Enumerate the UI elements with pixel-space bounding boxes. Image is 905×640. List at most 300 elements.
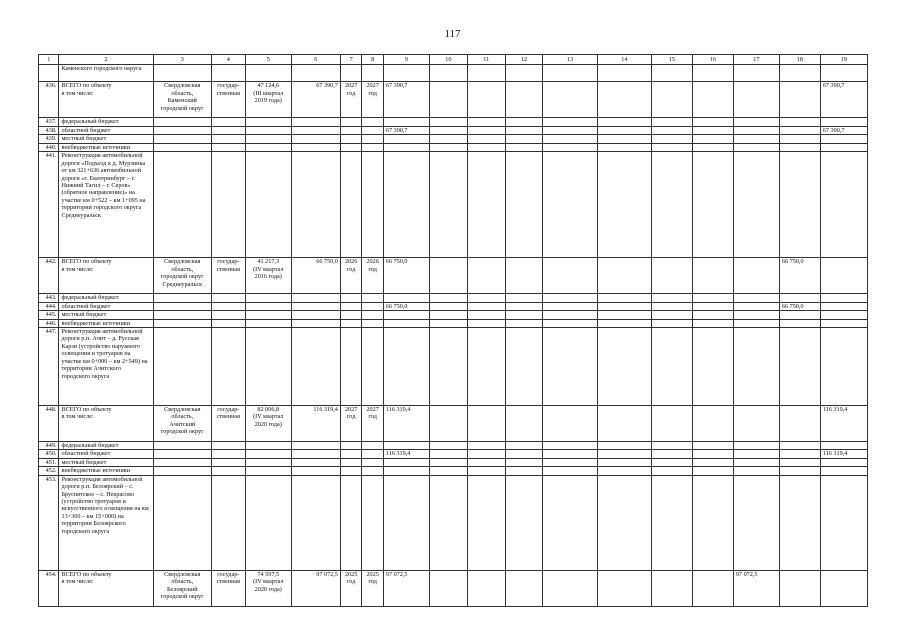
table-cell-col-5 [245,294,291,302]
column-header-16: 16 [692,55,733,65]
table-cell-col-19: 116 319,4 [820,450,867,458]
table-cell-col-5: 74 597,5 (IV квартал 2020 года) [245,570,291,606]
table-cell-col-18 [779,152,820,258]
table-cell-col-2: областной бюджет [59,302,153,310]
table-cell-col-5 [245,319,291,327]
table-row [39,65,868,82]
table-cell-col-12 [505,152,543,258]
table-cell-col-18 [779,327,820,405]
table-row [39,570,868,606]
table-cell-col-13 [543,327,597,405]
table-cell-col-9: 67 390,7 [383,82,429,118]
column-header-14: 14 [597,55,651,65]
table-cell-col-11 [467,118,505,126]
table-cell-col-9 [383,65,429,82]
table-cell-col-18 [779,311,820,319]
table-cell-col-13 [543,294,597,302]
table-cell-col-9: 97 072,5 [383,570,429,606]
table-cell-col-6 [291,143,340,151]
table-cell-col-16 [692,450,733,458]
table-cell-col-9 [383,319,429,327]
table-cell-col-2: Каменского городского округа [59,65,153,82]
table-row [39,302,868,310]
table-cell-col-10 [429,327,467,405]
table-cell-col-14 [597,450,651,458]
table-cell-col-18 [779,441,820,449]
table-cell-col-4: государ- ственная [211,405,245,441]
table-cell-col-11 [467,311,505,319]
table-cell-col-9: 116 319,4 [383,405,429,441]
table-cell-col-4 [211,65,245,82]
table-cell-col-14 [597,319,651,327]
table-cell-col-3 [153,327,211,405]
table-cell-col-19 [820,258,867,294]
table-cell-col-3 [153,319,211,327]
table-cell-col-2: федеральный бюджет [59,294,153,302]
table-cell-col-9 [383,294,429,302]
table-cell-col-8 [362,450,383,458]
table-cell-col-5: 47 124,6 (III квартал 2019 года) [245,82,291,118]
table-cell-col-9: 66 750,0 [383,258,429,294]
table-cell-col-4 [211,441,245,449]
table-cell-col-14 [597,458,651,466]
table-cell-col-14 [597,126,651,134]
table-cell-col-11 [467,65,505,82]
table-cell-col-10 [429,405,467,441]
table-cell-col-18 [779,65,820,82]
table-cell-col-4 [211,450,245,458]
table-cell-col-4: государ- ственная [211,82,245,118]
table-cell-col-19 [820,135,867,143]
table-cell-col-18 [779,570,820,606]
table-cell-col-13 [543,152,597,258]
column-header-17: 17 [733,55,779,65]
table-cell-col-5 [245,475,291,570]
table-cell-col-8 [362,294,383,302]
table-cell-col-15 [651,152,692,258]
table-cell-col-16 [692,570,733,606]
table-body [39,55,868,607]
table-cell-col-18 [779,405,820,441]
table-cell-col-7 [340,441,361,449]
table-cell-col-14 [597,143,651,151]
column-header-row [39,55,868,65]
table-row [39,118,868,126]
column-header-4: 4 [211,55,245,65]
table-cell-col-13 [543,118,597,126]
table-cell-col-17 [733,319,779,327]
table-cell-col-10 [429,302,467,310]
table-cell-col-19 [820,458,867,466]
table-cell-col-18: 66 750,0 [779,302,820,310]
table-cell-col-14 [597,118,651,126]
table-cell-col-9 [383,327,429,405]
table-cell-col-16 [692,319,733,327]
table-cell-col-15 [651,143,692,151]
table-cell-col-2: внебюджетные источники [59,467,153,475]
table-cell-col-8 [362,143,383,151]
table-cell-col-12 [505,294,543,302]
table-cell-col-16 [692,135,733,143]
table-cell-col-10 [429,467,467,475]
table-cell-col-6: 66 750,0 [291,258,340,294]
table-cell-col-4 [211,135,245,143]
table-cell-col-11 [467,135,505,143]
table-cell-col-1: 452. [39,467,59,475]
table-cell-col-11 [467,475,505,570]
table-cell-col-14 [597,82,651,118]
table-cell-col-9 [383,135,429,143]
table-cell-col-11 [467,405,505,441]
table-cell-col-14 [597,441,651,449]
table-cell-col-12 [505,65,543,82]
table-cell-col-10 [429,475,467,570]
table-cell-col-2: внебюджетные источники [59,143,153,151]
table-cell-col-4 [211,475,245,570]
table-cell-col-1 [39,65,59,82]
table-cell-col-16 [692,82,733,118]
table-cell-col-3 [153,294,211,302]
table-cell-col-19 [820,143,867,151]
table-cell-col-3 [153,135,211,143]
table-cell-col-18 [779,319,820,327]
table-cell-col-7 [340,118,361,126]
table-cell-col-15 [651,458,692,466]
table-row [39,475,868,570]
table-cell-col-17 [733,135,779,143]
table-cell-col-18 [779,135,820,143]
table-cell-col-8: 2027 год [362,82,383,118]
table-row [39,319,868,327]
table-cell-col-2: ВСЕГО по объекту в том числе: [59,570,153,606]
table-cell-col-1: 436. [39,82,59,118]
table-cell-col-6 [291,327,340,405]
table-cell-col-14 [597,302,651,310]
table-cell-col-19 [820,475,867,570]
table-row [39,143,868,151]
table-cell-col-10 [429,311,467,319]
table-cell-col-8 [362,441,383,449]
table-cell-col-9 [383,152,429,258]
table-cell-col-12 [505,302,543,310]
table-cell-col-16 [692,467,733,475]
table-cell-col-1: 449. [39,441,59,449]
table-cell-col-12 [505,311,543,319]
table-cell-col-8 [362,475,383,570]
table-cell-col-13 [543,319,597,327]
table-cell-col-9: 116 319,4 [383,450,429,458]
table-cell-col-12 [505,450,543,458]
table-cell-col-10 [429,126,467,134]
table-cell-col-8 [362,135,383,143]
column-header-3: 3 [153,55,211,65]
table-cell-col-13 [543,126,597,134]
table-cell-col-18: 66 750,0 [779,258,820,294]
table-cell-col-13 [543,458,597,466]
table-cell-col-13 [543,302,597,310]
table-cell-col-16 [692,327,733,405]
table-cell-col-10 [429,82,467,118]
table-cell-col-5 [245,118,291,126]
column-header-12: 12 [505,55,543,65]
table-cell-col-19 [820,319,867,327]
table-cell-col-19 [820,467,867,475]
table-cell-col-2: областной бюджет [59,450,153,458]
table-cell-col-17 [733,475,779,570]
table-cell-col-13 [543,311,597,319]
table-cell-col-5 [245,302,291,310]
table-cell-col-14 [597,570,651,606]
table-cell-col-14 [597,294,651,302]
table-cell-col-17 [733,467,779,475]
table-cell-col-9 [383,118,429,126]
table-cell-col-5 [245,126,291,134]
table-cell-col-8 [362,126,383,134]
table-cell-col-12 [505,467,543,475]
table-cell-col-11 [467,450,505,458]
table-cell-col-3 [153,311,211,319]
table-cell-col-15 [651,311,692,319]
table-cell-col-17 [733,441,779,449]
column-header-8: 8 [362,55,383,65]
table-cell-col-3: Свердловская область, Каменский городской округ [153,82,211,118]
table-row [39,467,868,475]
table-cell-col-11 [467,458,505,466]
table-cell-col-5 [245,65,291,82]
table-cell-col-7 [340,458,361,466]
table-cell-col-17 [733,311,779,319]
table-cell-col-15 [651,327,692,405]
table-cell-col-3 [153,458,211,466]
table-cell-col-3: Свердловская область, Белоярский городской округ [153,570,211,606]
column-header-5: 5 [245,55,291,65]
table-cell-col-1: 438. [39,126,59,134]
table-cell-col-9 [383,311,429,319]
column-header-13: 13 [543,55,597,65]
table-cell-col-13 [543,475,597,570]
table-cell-col-19 [820,152,867,258]
table-cell-col-10 [429,258,467,294]
table-cell-col-11 [467,467,505,475]
column-header-19: 19 [820,55,867,65]
table-cell-col-6 [291,126,340,134]
table-cell-col-10 [429,458,467,466]
table-cell-col-7 [340,126,361,134]
table-cell-col-7 [340,327,361,405]
table-cell-col-12 [505,143,543,151]
table-cell-col-14 [597,152,651,258]
table-cell-col-4 [211,311,245,319]
table-cell-col-14 [597,311,651,319]
table-cell-col-10 [429,441,467,449]
table-cell-col-4: государ- ственная [211,570,245,606]
table-cell-col-2: местный бюджет [59,458,153,466]
table-cell-col-15 [651,294,692,302]
table-cell-col-13 [543,135,597,143]
table-cell-col-11 [467,570,505,606]
table-cell-col-3 [153,467,211,475]
table-cell-col-3 [153,118,211,126]
table-cell-col-3 [153,441,211,449]
table-cell-col-11 [467,302,505,310]
table-cell-col-8: 2027 год [362,405,383,441]
table-cell-col-4 [211,467,245,475]
table-cell-col-1: 453. [39,475,59,570]
table-cell-col-19 [820,570,867,606]
table-cell-col-1: 439. [39,135,59,143]
table-cell-col-19 [820,294,867,302]
table-cell-col-11 [467,441,505,449]
table-cell-col-17 [733,294,779,302]
table-cell-col-19 [820,311,867,319]
table-cell-col-8 [362,458,383,466]
table-row [39,258,868,294]
table-row [39,294,868,302]
table-cell-col-2: ВСЕГО по объекту в том числе: [59,258,153,294]
table-cell-col-10 [429,135,467,143]
table-cell-col-5 [245,450,291,458]
table-row [39,82,868,118]
table-cell-col-6 [291,467,340,475]
column-header-6: 6 [291,55,340,65]
table-cell-col-16 [692,143,733,151]
table-cell-col-5: 82 006,8 (IV квартал 2020 года) [245,405,291,441]
table-cell-col-13 [543,467,597,475]
table-row [39,152,868,258]
table-cell-col-13 [543,450,597,458]
table-cell-col-16 [692,302,733,310]
table-cell-col-16 [692,441,733,449]
table-cell-col-17 [733,65,779,82]
table-cell-col-9 [383,458,429,466]
table-cell-col-15 [651,475,692,570]
table-cell-col-17 [733,327,779,405]
table-cell-col-3 [153,126,211,134]
table-cell-col-2: местный бюджет [59,311,153,319]
table-cell-col-13 [543,143,597,151]
table-cell-col-7 [340,319,361,327]
table-cell-col-3 [153,65,211,82]
table-cell-col-1: 450. [39,450,59,458]
table-cell-col-15 [651,319,692,327]
table-cell-col-4 [211,294,245,302]
table-cell-col-6 [291,294,340,302]
table-cell-col-18 [779,458,820,466]
table-cell-col-5 [245,467,291,475]
table-cell-col-1: 441. [39,152,59,258]
table-cell-col-5 [245,458,291,466]
table-cell-col-10 [429,118,467,126]
column-header-1: 1 [39,55,59,65]
table-cell-col-7 [340,467,361,475]
table-cell-col-10 [429,65,467,82]
table-cell-col-17 [733,450,779,458]
table-cell-col-13 [543,65,597,82]
table-cell-col-14 [597,258,651,294]
table-cell-col-18 [779,294,820,302]
table-cell-col-1: 448. [39,405,59,441]
table-row [39,441,868,449]
table-cell-col-7: 2027 год [340,405,361,441]
table-cell-col-2: федеральный бюджет [59,441,153,449]
table-cell-col-6 [291,475,340,570]
table-cell-col-14 [597,327,651,405]
table-cell-col-14 [597,467,651,475]
table-cell-col-16 [692,405,733,441]
table-row [39,311,868,319]
table-cell-col-2: ВСЕГО по объекту в том числе: [59,405,153,441]
table-cell-col-19 [820,118,867,126]
table-cell-col-5 [245,143,291,151]
table-cell-col-14 [597,65,651,82]
table-cell-col-16 [692,475,733,570]
table-cell-col-14 [597,405,651,441]
table-cell-col-17 [733,143,779,151]
table-cell-col-16 [692,65,733,82]
table-cell-col-8: 2025 год [362,570,383,606]
table-cell-col-16 [692,152,733,258]
table-cell-col-3: Свердловская область, городской округ Среднеуральск [153,258,211,294]
table-cell-col-2: местный бюджет [59,135,153,143]
table-cell-col-18 [779,467,820,475]
table-cell-col-12 [505,258,543,294]
table-cell-col-16 [692,126,733,134]
table-cell-col-11 [467,258,505,294]
table-cell-col-12 [505,327,543,405]
table-cell-col-17 [733,458,779,466]
table-cell-col-8 [362,65,383,82]
table-cell-col-7 [340,450,361,458]
table-cell-col-3 [153,143,211,151]
table-cell-col-1: 440. [39,143,59,151]
table-cell-col-6: 67 390,7 [291,82,340,118]
table-cell-col-6 [291,118,340,126]
table-cell-col-12 [505,475,543,570]
table-cell-col-3 [153,475,211,570]
table-cell-col-8 [362,319,383,327]
table-cell-col-4 [211,118,245,126]
table-cell-col-15 [651,82,692,118]
table-cell-col-17 [733,82,779,118]
table-cell-col-1: 442. [39,258,59,294]
column-header-15: 15 [651,55,692,65]
table-row [39,327,868,405]
table-cell-col-12 [505,405,543,441]
table-cell-col-11 [467,319,505,327]
table-cell-col-9 [383,475,429,570]
table-cell-col-1: 443. [39,294,59,302]
table-cell-col-2: Реконструкция автомобильной дороги р.п. Белоярский – с. Бруснятское – с. Некрасово (устройство тротуаров и искусственного освещения на км 13+300 – км 15+000) на территории Белоярского городского округа [59,475,153,570]
table-cell-col-13 [543,405,597,441]
table-cell-col-11 [467,327,505,405]
table-cell-col-5: 41 217,3 (IV квартал 2016 года) [245,258,291,294]
table-cell-col-6 [291,458,340,466]
table-cell-col-16 [692,258,733,294]
table-cell-col-9: 66 750,0 [383,302,429,310]
table-cell-col-6 [291,65,340,82]
table-cell-col-19 [820,441,867,449]
table-cell-col-19: 67 390,7 [820,126,867,134]
table-cell-col-6 [291,152,340,258]
table-cell-col-18 [779,82,820,118]
table-cell-col-19 [820,65,867,82]
table-cell-col-13 [543,82,597,118]
table-cell-col-7 [340,475,361,570]
table-cell-col-13 [543,570,597,606]
table-cell-col-17 [733,152,779,258]
table-cell-col-7: 2027 год [340,82,361,118]
table-cell-col-15 [651,441,692,449]
